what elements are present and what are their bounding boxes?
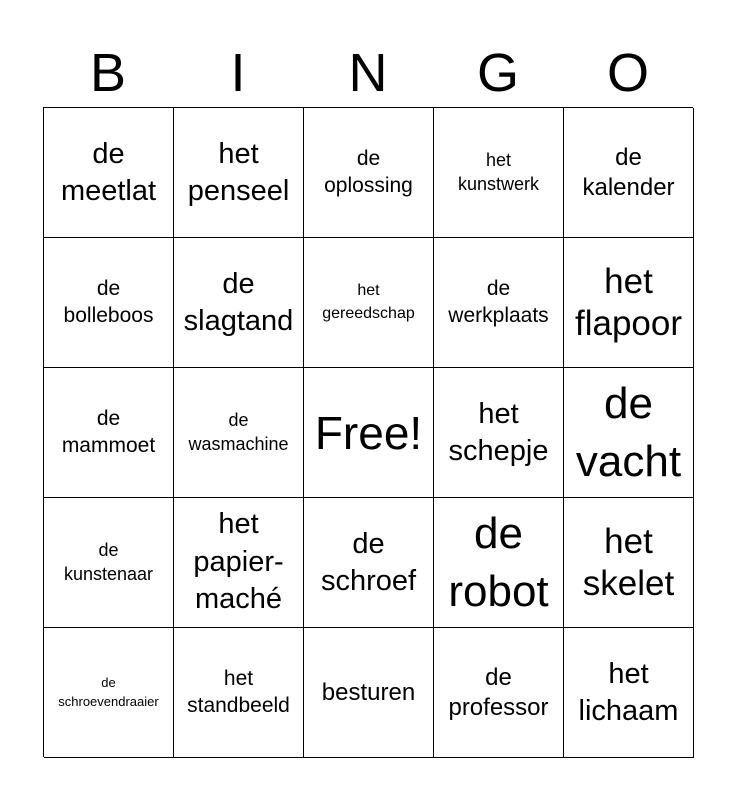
bingo-cell[interactable] xyxy=(44,368,174,498)
bingo-cell[interactable] xyxy=(44,628,174,758)
cell-label: het penseel xyxy=(187,138,290,207)
bingo-cell[interactable] xyxy=(174,368,304,498)
header-letter-g: G xyxy=(476,43,519,103)
cell-label: het papier- maché xyxy=(193,507,284,616)
bingo-cell[interactable] xyxy=(174,498,304,628)
bingo-cell[interactable] xyxy=(564,498,694,628)
header-letter-i: I xyxy=(230,43,246,103)
cell-label: het schepje xyxy=(448,398,549,467)
cell-label: de mammoet xyxy=(61,407,156,457)
cell-label: de bolleboos xyxy=(63,277,154,327)
bingo-cell[interactable] xyxy=(564,368,694,498)
cell-label: het lichaam xyxy=(578,658,679,727)
header-letter-n: N xyxy=(348,43,388,103)
cell-label: de robot xyxy=(448,509,549,616)
bingo-cell[interactable] xyxy=(434,498,564,628)
cell-label: de vacht xyxy=(575,379,682,486)
bingo-cell[interactable] xyxy=(434,628,564,758)
bingo-cell[interactable] xyxy=(564,628,694,758)
cell-label: de oplossing xyxy=(324,147,413,197)
cell-label: de meetlat xyxy=(60,138,157,207)
bingo-cell[interactable] xyxy=(174,628,304,758)
bingo-cell[interactable] xyxy=(174,108,304,238)
cell-label: het skelet xyxy=(582,521,675,603)
bingo-cell free-space[interactable] xyxy=(304,368,434,498)
header-letter-b: B xyxy=(89,43,127,103)
bingo-cell[interactable] xyxy=(44,108,174,238)
bingo-cell[interactable] xyxy=(564,108,694,238)
cell-label: de wasmachine xyxy=(188,410,289,454)
bingo-cell[interactable] xyxy=(434,108,564,238)
cell-label: het gereedschap xyxy=(322,282,415,322)
cell-label: het standbeeld xyxy=(187,667,290,717)
bingo-cell[interactable] xyxy=(564,238,694,368)
bingo-cell[interactable] xyxy=(304,238,434,368)
bingo-cell[interactable] xyxy=(44,498,174,628)
cell-label: besturen xyxy=(321,678,416,706)
bingo-cell[interactable] xyxy=(434,238,564,368)
bingo-cell[interactable] xyxy=(434,368,564,498)
header-letter-o: O xyxy=(606,43,649,103)
cell-label: het flapoor xyxy=(574,261,683,343)
cell-label: de schroef xyxy=(320,528,417,597)
cell-label: het kunstwerk xyxy=(457,150,540,194)
bingo-header xyxy=(43,38,693,108)
bingo-cell[interactable] xyxy=(304,498,434,628)
bingo-cell[interactable] xyxy=(304,628,434,758)
cell-label: de professor xyxy=(448,663,549,721)
free-space-label: Free! xyxy=(314,406,423,459)
bingo-cell[interactable] xyxy=(44,238,174,368)
cell-label: de kunstenaar xyxy=(63,540,154,584)
cell-label: de schroevendraaier xyxy=(58,675,159,709)
cell-label: de kalender xyxy=(582,143,675,201)
bingo-cell[interactable] xyxy=(174,238,304,368)
cell-label: de slagtand xyxy=(183,268,294,337)
cell-label: de werkplaats xyxy=(448,277,549,327)
bingo-card-grid xyxy=(43,107,693,757)
bingo-cell[interactable] xyxy=(304,108,434,238)
